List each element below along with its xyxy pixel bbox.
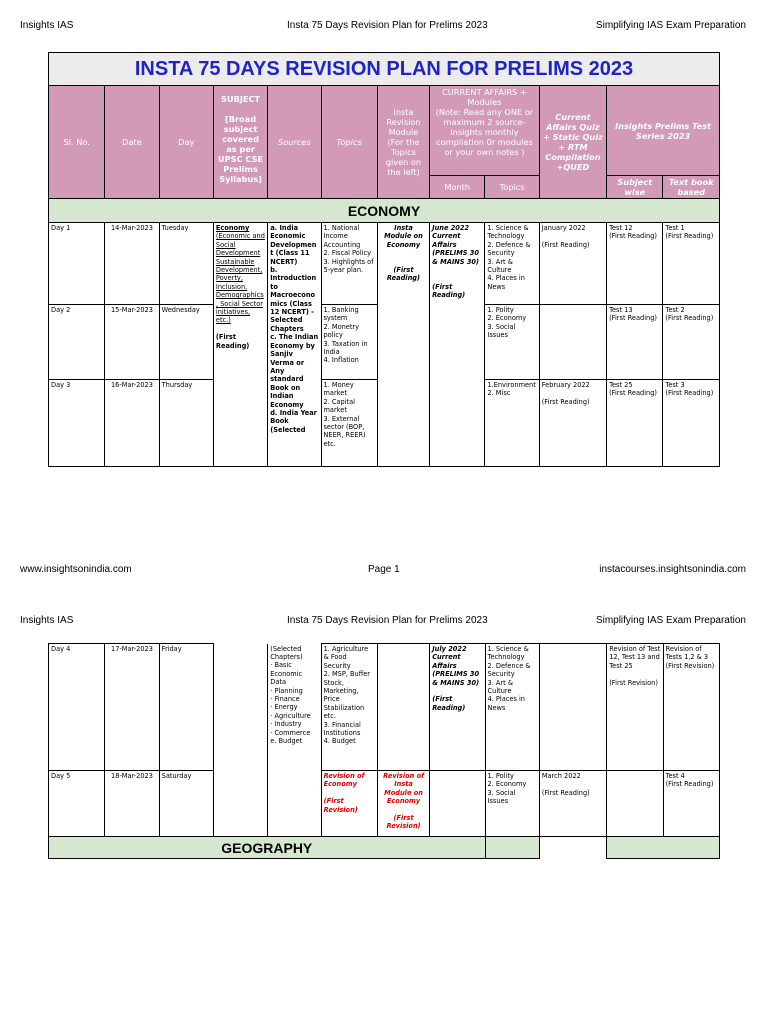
cell-insta-module: Revision of Insta Module on Economy (First Revision)	[377, 771, 429, 837]
cell-subject	[213, 644, 267, 837]
header-center: Insta 75 Days Revision Plan for Prelims 2023	[287, 20, 488, 31]
footer-right: instacourses.insightsonindia.com	[599, 564, 746, 575]
cell-quiz	[539, 644, 606, 771]
header-left: Insights IAS	[20, 20, 74, 31]
cell-date: 15-Mar-2023	[105, 305, 159, 380]
cell-ca-topics: 1. Polity 2. Economy 3. Social Issues	[485, 771, 539, 837]
cell-sl: Day 5	[49, 771, 105, 837]
cell-subject-wise: Test 13 (First Reading)	[607, 305, 663, 380]
cell-ca-topics: 1. Science & Technology 2. Defence & Security 3. Art & Culture 4. Places in News	[485, 644, 539, 771]
col-header-ca-topics: Topics	[485, 176, 539, 199]
cell-quiz: March 2022 (First Reading)	[539, 771, 606, 837]
cell-day: Thursday	[159, 380, 213, 467]
cell-day: Saturday	[159, 771, 213, 837]
col-header-subject-wise: Subject wise	[607, 176, 663, 199]
cell-textbook: Test 1 (First Reading)	[663, 223, 720, 305]
section-geography-tests	[607, 837, 720, 859]
cell-sl: Day 1	[49, 223, 105, 305]
section-geography-ca	[485, 837, 539, 859]
col-header-sl-no: Sl. No.	[49, 86, 105, 199]
col-header-textbook: Text book based	[663, 176, 720, 199]
cell-subject-wise: Test 25 (First Reading)	[607, 380, 663, 467]
footer-page-number: Page 1	[368, 564, 400, 575]
col-header-topics: Topics	[321, 86, 377, 199]
header-center: Insta 75 Days Revision Plan for Prelims 2023	[287, 615, 488, 626]
cell-topics: 1. Banking system 2. Monetry policy 3. Taxation in India 4. Inflation	[321, 305, 377, 380]
col-header-test-series: Insights Prelims Test Series 2023	[607, 86, 720, 176]
cell-topics: 1. Agriculture & Food Security 2. MSP, Buffer Stock, Marketing, Price Stabilization etc. 3. Financial Institutions 4. Budget	[321, 644, 377, 771]
cell-sl: Day 4	[49, 644, 105, 771]
header-right: Simplifying IAS Exam Preparation	[595, 615, 746, 626]
cell-sl: Day 2	[49, 305, 105, 380]
cell-sources: (Selected Chapters) · Basic Economic Data · Planning · Finance · Energy · Agriculture · Industry · Commerce e. Budget	[268, 644, 321, 837]
cell-date: 18-Mar-2023	[105, 771, 159, 837]
section-geography: GEOGRAPHY	[49, 837, 486, 859]
cell-insta-module: Insta Module on Economy (First Reading)	[377, 223, 429, 467]
cell-topics: 1. National Income Accounting 2. Fiscal Policy 3. Highlights of 5-year plan.	[321, 223, 377, 305]
cell-ca-topics: 1. Polity 2. Economy 3. Social Issues	[485, 305, 539, 380]
table-row	[49, 223, 720, 305]
cell-textbook: Test 4 (First Reading)	[663, 771, 719, 837]
cell-subject-wise: Test 12 (First Reading)	[607, 223, 663, 305]
cell-insta-module	[377, 644, 429, 771]
cell-date: 17-Mar-2023	[105, 644, 159, 771]
col-header-date: Date	[105, 86, 159, 199]
col-header-current-affairs: CURRENT AFFAIRS + Modules (Note: Read any ONE or maximum 2 source- Insights monthly compilation 0r modules or your own notes )	[430, 86, 540, 176]
table-row	[49, 771, 720, 837]
cell-textbook: Test 3 (First Reading)	[663, 380, 720, 467]
revision-plan-table	[48, 52, 720, 467]
cell-ca-month	[430, 771, 485, 837]
cell-subject-wise: Revision of Test 12, Test 13 and Test 25 (First Revision)	[607, 644, 663, 771]
section-economy: ECONOMY	[49, 199, 720, 223]
col-header-subject: SUBJECT [Broad subject covered as per UPSC CSE Prelims Syllabus]	[213, 86, 267, 199]
cell-subject: Economy (Economic and Social Development Sustainable Development, Poverty, Inclusion, Demographics , Social Sector initiatives, etc.) (First Reading)	[213, 223, 267, 467]
cell-date: 14-Mar-2023	[105, 223, 159, 305]
section-geography-gap	[539, 837, 606, 859]
cell-topics: 1. Money market 2. Capital market 3. External sector (BOP, NEER, REER) etc.	[321, 380, 377, 467]
cell-textbook: Test 2 (First Reading)	[663, 305, 720, 380]
col-header-quiz: Current Affairs Quiz + Static Quiz + RTM Compilation +QUED	[539, 86, 606, 199]
col-header-sources: Sources	[268, 86, 321, 199]
cell-ca-topics: 1. Science & Technology 2. Defence & Security 3. Art & Culture 4. Places in News	[485, 223, 539, 305]
revision-plan-table-continued	[48, 643, 720, 859]
col-header-insta-module: Insta Revision Module (For the Topics given on the left)	[377, 86, 429, 199]
header-left: Insights IAS	[20, 615, 74, 626]
header-right: Simplifying IAS Exam Preparation	[595, 20, 746, 31]
cell-quiz: January 2022 (First Reading)	[539, 223, 606, 305]
cell-quiz	[539, 305, 606, 380]
cell-ca-month: June 2022 Current Affairs (PRELIMS 30 & MAINS 30) (First Reading)	[430, 223, 485, 467]
cell-ca-month: July 2022 Current Affairs (PRELIMS 30 & MAINS 30) (First Reading)	[430, 644, 485, 771]
col-header-day: Day	[159, 86, 213, 199]
cell-day: Tuesday	[159, 223, 213, 305]
cell-topics: Revision of Economy (First Revision)	[321, 771, 377, 837]
table-row	[49, 644, 720, 771]
table-title: INSTA 75 DAYS REVISION PLAN FOR PRELIMS 2023	[49, 53, 720, 86]
cell-date: 16-Mar-2023	[105, 380, 159, 467]
cell-day: Friday	[159, 644, 213, 771]
cell-sl: Day 3	[49, 380, 105, 467]
cell-textbook: Revision of Tests 1,2 & 3 (First Revision)	[663, 644, 719, 771]
cell-quiz: February 2022 (First Reading)	[539, 380, 606, 467]
cell-subject-wise	[607, 771, 663, 837]
cell-day: Wednesday	[159, 305, 213, 380]
cell-ca-topics: 1.Environment 2. Misc	[485, 380, 539, 467]
footer-left: www.insightsonindia.com	[20, 564, 132, 575]
col-header-ca-month: Month	[430, 176, 485, 199]
cell-sources: a. India Economic Development (Class 11 NCERT) b. Introduction to Macroeconomics (Class 12 NCERT) - Selected Chapters c. The Indian Economy by Sanjiv Verma or Any standard Book on Indian Economy d. India Year Book (Selected	[268, 223, 321, 467]
